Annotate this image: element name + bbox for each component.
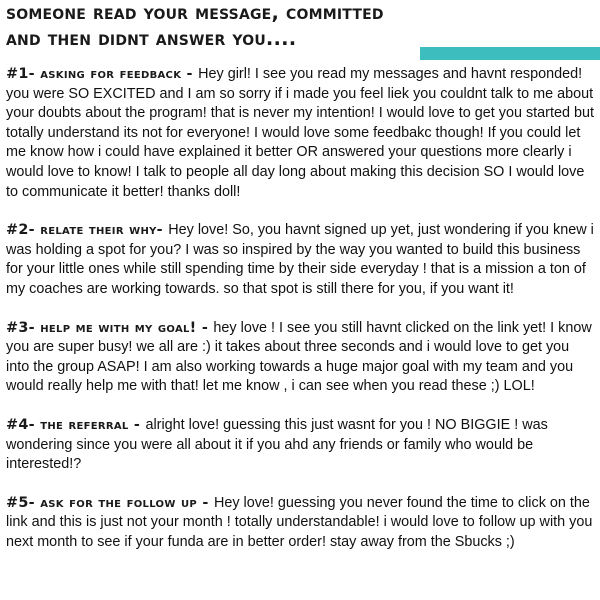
section-text: alright love! guessing this just wasnt for you ! NO BIGGIE ! was wondering since you were all about it if you ahd any friends or family who would be interested!? <box>6 416 548 473</box>
section-text: hey love ! I see you still havnt clicked on the link yet! I know you are super busy! we all are :) it takes about three seconds and i would love to get you into the group ASAP! I am also working towards a huge major goal with my team and you would really help me with that! let me know , i can see when you read these ;) LOL! <box>6 319 592 395</box>
section-heading: #4- the referral - <box>6 416 146 433</box>
section-text: Hey girl! I see you read my messages and havnt responded! you were SO EXCITED and I am so sorry if i made you feel liek you couldnt talk to me about your doubts about the program! that is never my intention! I would love to get you started but totally understand its not for everyone! I would love some feedbakc though! If you could let me know how i could have explained it better OR answered your questions more clearly i would love to know! I talk to people all day long about making this decision SO I would love to communicate it better! thanks doll! <box>6 66 594 200</box>
section-2-relate-their-why <box>6 221 594 299</box>
teal-accent-bar <box>420 47 600 60</box>
section-heading: #5- ask for the follow up - <box>6 494 214 511</box>
section-heading: #2- relate their why- <box>6 222 169 239</box>
section-text: Hey love! guessing you never found the time to click on the link and this is just not your month ! totally understandable! i would love to follow up with you next month to see if your funda are in better order! stay away from the Sbucks ;) <box>6 494 593 550</box>
title-line-1: someone read your message, committed <box>6 1 384 24</box>
section-text: Hey love! So, you havnt signed up yet, just wondering if you knew i was holding a spot for you? I was so inspired by the way you wanted to build this business for your little ones while still spending time by their side everyday ! that is a mission a ton of my coaches are working towards. so that spot is still there for you, if you want it! <box>6 222 594 297</box>
section-heading: #1- asking for feedback - <box>6 66 199 82</box>
section-5-ask-for-the-follow-up <box>6 494 594 553</box>
section-3-help-me-with-my-goal <box>6 319 594 397</box>
page-title <box>6 0 600 52</box>
section-heading: #3- help me with my goal! - <box>6 319 214 336</box>
message-sections <box>6 65 594 571</box>
title-line-2: and then didnt answer you.... <box>6 27 297 50</box>
section-4-the-referral <box>6 416 594 475</box>
section-1-asking-for-feedback <box>6 65 594 202</box>
